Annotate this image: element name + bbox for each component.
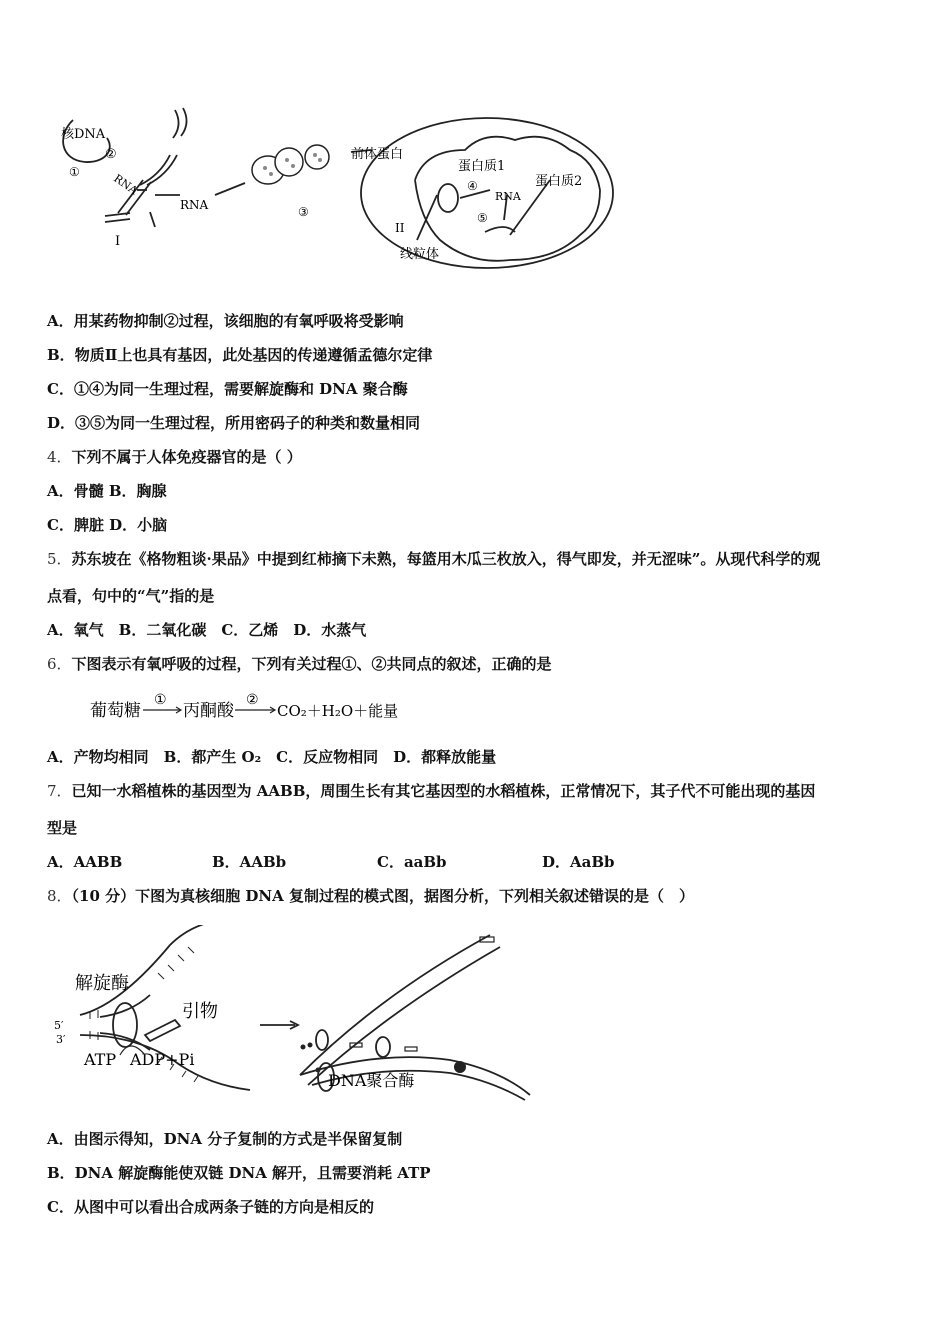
q7-option-a: A．AABB [47, 853, 123, 871]
q4-options-line2: C．脾脏 D．小脑 [47, 516, 168, 534]
glucose-label: 葡萄糖 [90, 701, 141, 721]
three-prime-label: 3′ [56, 1033, 66, 1046]
q7-stem-line1: 7．已知一水稻植株的基因型为 AABB，周围生长有其它基因型的水稻植株，正常情况下，其子代不可能出现的基因 [47, 782, 816, 800]
respiration-diagram [88, 686, 408, 726]
atp-label: ATP [84, 1050, 117, 1069]
q4-options-line1: A．骨髓 B．胸腺 [47, 482, 167, 500]
step3-label: ③ [298, 205, 309, 219]
mark-I-label: I [115, 234, 121, 249]
q8-option-b: B．DNA 解旋酶能使双链 DNA 解开，且需要消耗 ATP [47, 1164, 431, 1182]
q3-option-b: B．物质Ⅱ上也具有基因，此处基因的传递遵循孟德尔定律 [47, 346, 433, 364]
pyruvate-label: 丙酮酸 [183, 701, 234, 721]
primer-label: 引物 [182, 1001, 218, 1022]
dna-replication-figure [50, 925, 550, 1105]
mitochondria-label: 线粒体 [400, 247, 440, 262]
q7-stem-line2: 型是 [47, 819, 78, 837]
nuclear-dna-label: 核DNA [61, 127, 106, 142]
five-prime-label: 5′ [54, 1019, 64, 1032]
q8-option-a: A．由图示得知，DNA 分子复制的方式是半保留复制 [47, 1130, 403, 1148]
q3-option-d: D．③⑤为同一生理过程，所用密码子的种类和数量相同 [47, 414, 421, 432]
q6-stem: 6．下图表示有氧呼吸的过程，下列有关过程①、②共同点的叙述，正确的是 [47, 655, 552, 673]
mark-II-label: II [395, 221, 405, 235]
q8-option-c: C．从图中可以看出合成两条子链的方向是相反的 [47, 1198, 374, 1216]
q8-stem: 8．（10 分）下图为真核细胞 DNA 复制过程的模式图，据图分析，下列相关叙述错误的是（ ） [47, 887, 694, 905]
rna-label-a: RNA [111, 171, 140, 198]
q3-option-c: C．①④为同一生理过程，需要解旋酶和 DNA 聚合酶 [47, 380, 408, 398]
protein1-label: 蛋白质1 [458, 159, 506, 174]
q5-options: A．氧气 B．二氧化碳 C．乙烯 D．水蒸气 [47, 621, 367, 639]
step5-label: ⑤ [477, 211, 488, 225]
adp-label: ADP+Pi [130, 1050, 195, 1069]
precursor-protein-label: 前体蛋白 [351, 147, 404, 162]
q5-stem-line1: 5．苏东坡在《格物粗谈·果品》中提到红柿摘下未熟，每篮用木瓜三枚放入，得气即发，并无涩味”。从现代科学的观 [47, 550, 821, 568]
q3-option-a: A．用某药物抑制②过程，该细胞的有氧呼吸将受影响 [47, 312, 404, 330]
arrow2-label: ② [246, 692, 259, 708]
polymerase-label: DNA聚合酶 [328, 1071, 415, 1090]
rna-label-c: RNA [495, 190, 521, 203]
step4-label: ④ [467, 179, 478, 193]
q7-option-c: C．aaBb [377, 853, 447, 871]
products-label: CO₂＋H₂O＋能量 [277, 702, 399, 720]
q7-option-d: D．AaBb [542, 853, 615, 871]
q6-options: A．产物均相同 B．都产生 O₂ C．反应物相同 D．都释放能量 [47, 748, 497, 766]
q4-stem: 4．下列不属于人体免疫器官的是（ ） [47, 448, 302, 466]
step1-label: ① [69, 165, 80, 179]
q5-stem-line2: 点看，句中的“气”指的是 [47, 587, 215, 605]
gene-expression-figure [55, 100, 625, 270]
q7-option-b: B．AABb [212, 853, 287, 871]
rna-label-b: RNA [180, 198, 209, 212]
step2-label: ② [105, 147, 117, 162]
protein2-label: 蛋白质2 [535, 174, 583, 189]
arrow1-label: ① [154, 692, 167, 708]
helicase-label: 解旋酶 [75, 973, 129, 994]
